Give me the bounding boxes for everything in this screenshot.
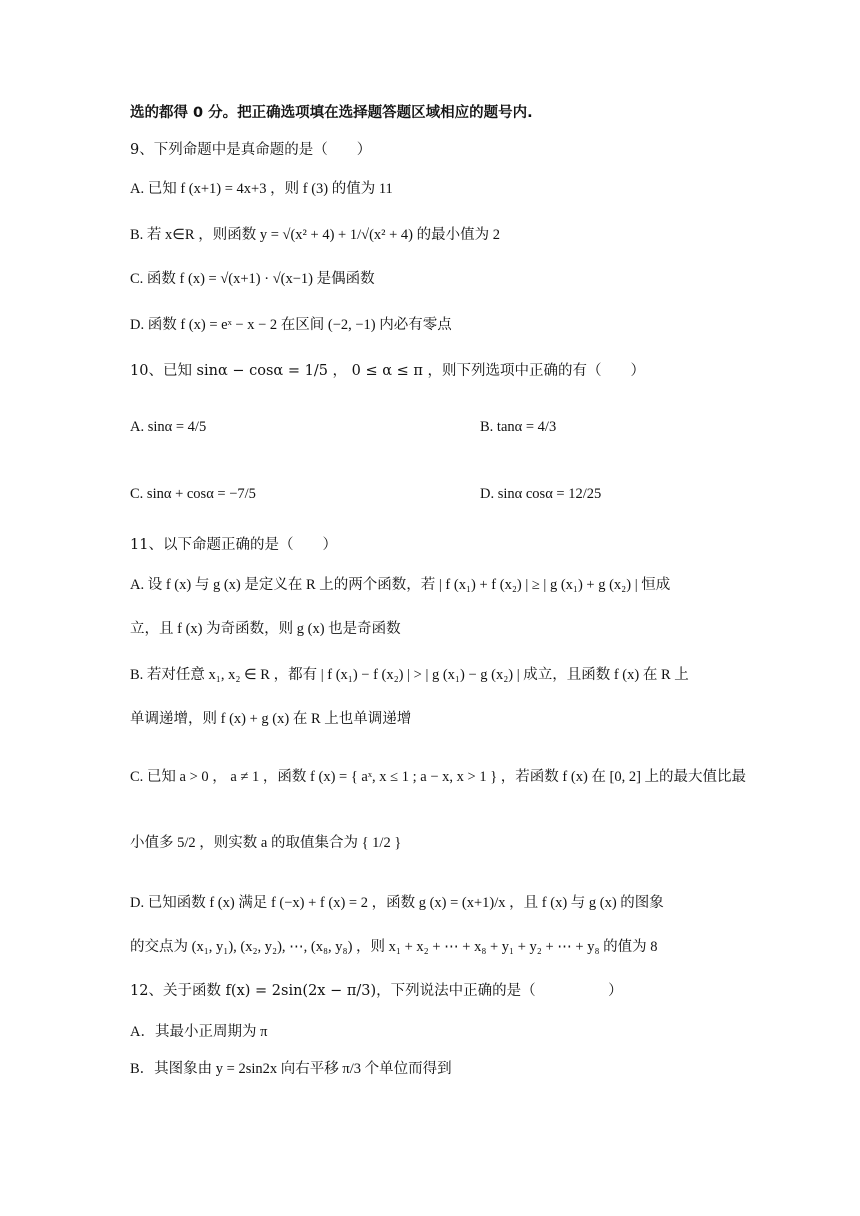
q12-option-b: B．其图象由 y = 2sin2x 向右平移 π/3 个单位而得到 xyxy=(130,1061,452,1077)
q10-option-b: B. tanα = 4/3 xyxy=(480,419,557,435)
q12-option-a: A．其最小正周期为 π xyxy=(130,1024,268,1040)
q11-option-d-line1: D. 已知函数 f (x) 满足 f (−x) + f (x) = 2 ，函数 g (x) = (x+1)/x ，且 f (x) 与 g (x) 的图象 xyxy=(130,895,664,911)
q9-stem: 9、下列命题中是真命题的是（ ） xyxy=(130,142,372,158)
q9-option-b: B. 若 x∈R ，则函数 y = √(x² + 4) + 1/√(x² + 4) 的最小值为 2 xyxy=(130,227,501,243)
q10-stem: 10、已知 sinα − cosα = 1/5 ， 0 ≤ α ≤ π ，则下列选项中正确的有（ ） xyxy=(130,363,646,379)
q10-option-d: D. sinα cosα = 12/25 xyxy=(480,486,602,502)
q10-option-a: A. sinα = 4/5 xyxy=(130,419,207,435)
q11-option-b-line2: 单调递增，则 f (x) + g (x) 在 R 上也单调递增 xyxy=(130,711,412,727)
q11-option-a-line2: 立，且 f (x) 为奇函数，则 g (x) 也是奇函数 xyxy=(130,621,401,637)
q10-option-c: C. sinα + cosα = −7/5 xyxy=(130,486,256,502)
instructions-line: 选的都得 0 分。把正确选项填在选择题答题区域相应的题号内. xyxy=(130,105,533,121)
q9-option-d: D. 函数 f (x) = eˣ − x − 2 在区间 (−2, −1) 内必有零点 xyxy=(130,317,452,333)
q11-option-c-line1: C. 已知 a > 0 ， a ≠ 1 ，函数 f (x) = { aˣ, x ≤ 1 ; a − x, x > 1 } ，若函数 f (x) 在 [0, 2] 上的最大值比最 xyxy=(130,769,747,785)
q9-option-c: C. 函数 f (x) = √(x+1) · √(x−1) 是偶函数 xyxy=(130,271,375,287)
q11-stem: 11、以下命题正确的是（ ） xyxy=(130,537,337,553)
q12-stem: 12、关于函数 f(x) = 2sin(2x − π/3)，下列说法中正确的是（ ） xyxy=(130,983,623,999)
q11-option-a-line1: A. 设 f (x) 与 g (x) 是定义在 R 上的两个函数，若 | f (x₁) + f (x₂) | ≥ | g (x₁) + g (x₂) | 恒成 xyxy=(130,577,671,593)
q11-option-b-line1: B. 若对任意 x₁, x₂ ∈ R ，都有 | f (x₁) − f (x₂) | > | g (x₁) − g (x₂) | 成立，且函数 f (x) 在 R 上 xyxy=(130,667,689,683)
q11-option-d-line2: 的交点为 (x₁, y₁), (x₂, y₂), ⋯, (x₈, y₈) ，则 x₁ + x₂ + ⋯ + x₈ + y₁ + y₂ + ⋯ + y₈ 的值为 8 xyxy=(130,939,658,955)
q9-option-a: A. 已知 f (x+1) = 4x+3 ，则 f (3) 的值为 11 xyxy=(130,181,393,197)
q11-option-c-line2: 小值多 5/2 ，则实数 a 的取值集合为 { 1/2 } xyxy=(130,835,402,851)
